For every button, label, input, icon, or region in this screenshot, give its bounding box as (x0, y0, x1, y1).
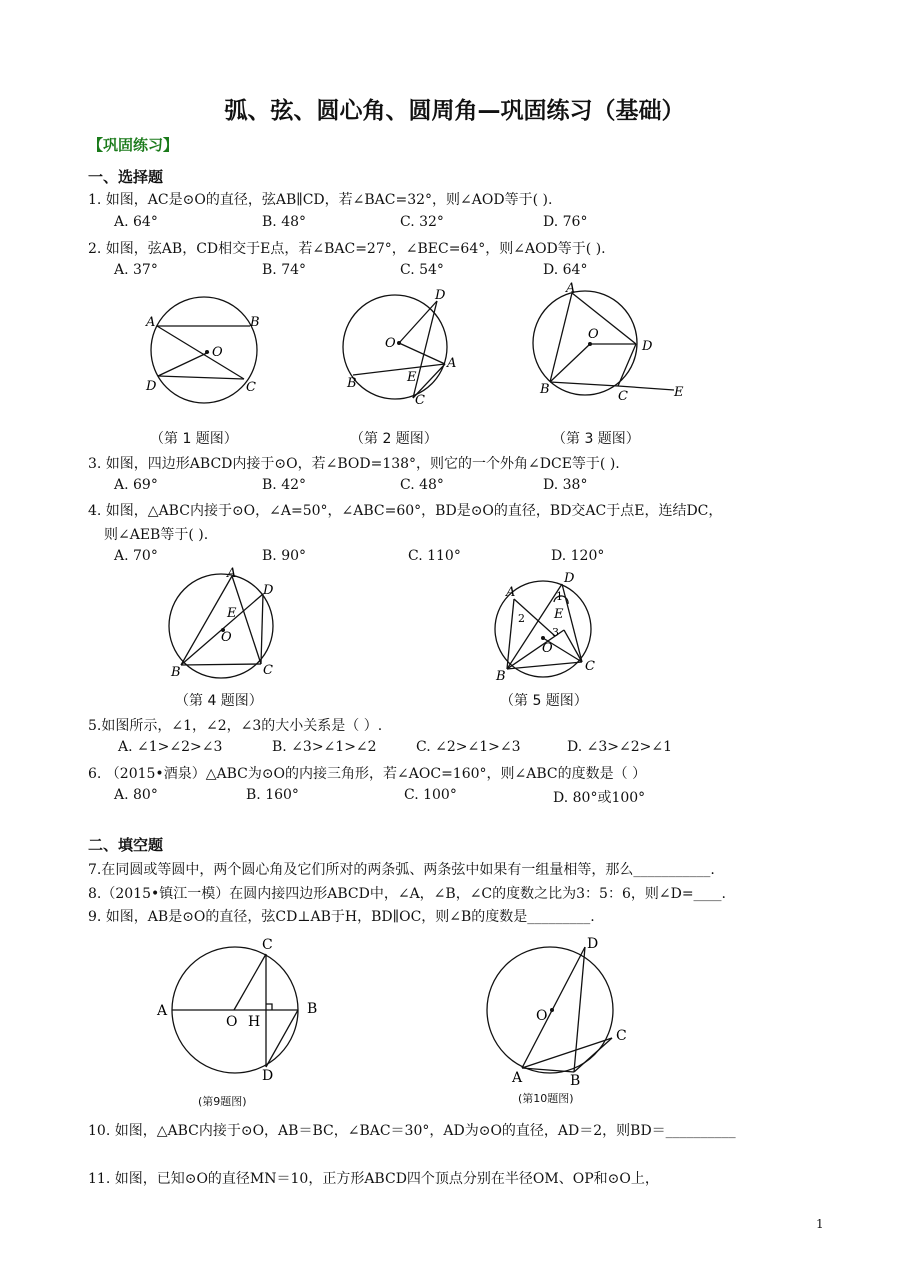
fig5-label-o: O (542, 641, 553, 656)
q3-option-d: D. 38° (543, 477, 588, 493)
fig5-label-b: B (496, 669, 506, 684)
fig2-caption: （第 2 题图） (350, 431, 438, 447)
fig2-label-d: D (435, 288, 446, 303)
fig9-label-c: C (262, 937, 273, 953)
q4-option-a: A. 70° (114, 548, 158, 564)
question-7: 7.在同圆或等圆中，两个圆心角及它们所对的两条弧、两条弦中如果有一组量相等，那么___________. (88, 862, 715, 878)
fig2-label-o: O (385, 336, 396, 351)
q3-option-c: C. 48° (400, 477, 444, 493)
q2-option-a: A. 37° (114, 262, 158, 278)
question-8: 8.（2015•镇江一模）在圆内接四边形ABCD中，∠A，∠B，∠C的度数之比为3：5：6，则∠D=____. (88, 886, 726, 902)
fig1-label-a: A (146, 315, 156, 330)
q5-option-d: D. ∠3>∠2>∠1 (567, 739, 672, 755)
part2-heading: 二、填空题 (88, 836, 164, 854)
fig4-label-o: O (221, 630, 232, 645)
fig3-label-b: B (540, 382, 550, 397)
fig1-label-d: D (146, 379, 157, 394)
fig3-label-d: D (642, 339, 653, 354)
fig5-caption: （第 5 题图） (500, 693, 588, 709)
fig5-label-c: C (585, 659, 595, 674)
fig10-caption: (第10题图) (518, 1092, 574, 1105)
fig9-label-h: H (248, 1014, 261, 1030)
question-9: 9. 如图，AB是⊙O的直径，弦CD⊥AB于H，BD∥OC，则∠B的度数是_________. (88, 909, 595, 925)
fig9-caption: (第9题图) (198, 1095, 247, 1108)
question-11: 11. 如图，已知⊙O的直径MN＝10，正方形ABCD四个顶点分别在半径OM、OP和⊙O上， (88, 1171, 659, 1187)
fig2-label-e: E (407, 370, 417, 385)
q5-option-c: C. ∠2>∠1>∠3 (416, 739, 521, 755)
q4-option-b: B. 90° (262, 548, 307, 564)
fig4-label-d: D (263, 583, 274, 598)
fig4-label-a: A (227, 566, 237, 581)
fig5-label-3: 3 (552, 626, 559, 639)
q6-option-b: B. 160° (246, 787, 299, 803)
question-4: 4. 如图，△ABC内接于⊙O，∠A=50°，∠ABC=60°，BD是⊙O的直径，BD交AC于点E，连结DC， (88, 503, 723, 519)
fig3-label-a: A (566, 281, 576, 296)
fig10-label-b: B (570, 1073, 581, 1089)
q4-option-d: D. 120° (551, 548, 605, 564)
fig9-label-b: B (307, 1001, 318, 1017)
question-10: 10. 如图，△ABC内接于⊙O，AB＝BC，∠BAC＝30°，AD为⊙O的直径，AD＝2，则BD＝__________ (88, 1123, 736, 1139)
fig4-label-c: C (263, 663, 273, 678)
figure-10 (480, 930, 640, 1090)
q6-option-d: D. 80°或100° (553, 790, 646, 806)
q3-option-a: A. 69° (114, 477, 158, 493)
fig1-label-b: B (250, 315, 260, 330)
q6-option-a: A. 80° (114, 787, 158, 803)
fig3-caption: （第 3 题图） (552, 431, 640, 447)
fig3-label-c: C (618, 389, 628, 404)
fig10-label-o: O (536, 1008, 548, 1024)
q6-option-c: C. 100° (404, 787, 457, 803)
q2-option-b: B. 74° (262, 262, 307, 278)
q2-option-c: C. 54° (400, 262, 444, 278)
figure-3 (530, 280, 690, 405)
figure-2 (335, 285, 470, 410)
q1-option-a: A. 64° (114, 214, 158, 230)
q5-option-a: A. ∠1>∠2>∠3 (118, 739, 223, 755)
question-5: 5.如图所示，∠1，∠2，∠3的大小关系是（ ）. (88, 718, 383, 734)
question-1: 1. 如图，AC是⊙O的直径，弦AB∥CD，若∠BAC=32°，则∠AOD等于( ). (88, 192, 553, 208)
figure-4 (163, 566, 288, 684)
q1-option-b: B. 48° (262, 214, 307, 230)
q1-option-d: D. 76° (543, 214, 588, 230)
question-6: 6. （2015•酒泉）△ABC为⊙O的内接三角形，若∠AOC=160°，则∠ABC的度数是（ ） (88, 766, 647, 782)
fig4-caption: （第 4 题图） (175, 693, 263, 709)
q2-option-d: D. 64° (543, 262, 588, 278)
figure-9 (150, 934, 325, 1084)
fig2-label-c: C (415, 393, 425, 408)
q4-option-c: C. 110° (408, 548, 461, 564)
fig10-label-a: A (512, 1070, 523, 1086)
q1-option-c: C. 32° (400, 214, 444, 230)
fig5-label-1: 1 (556, 590, 563, 603)
q5-option-b: B. ∠3>∠1>∠2 (272, 739, 377, 755)
question-2: 2. 如图，弦AB，CD相交于E点，若∠BAC=27°，∠BEC=64°，则∠AOD等于( ). (88, 241, 606, 257)
question-4-line2: 则∠AEB等于( ). (104, 527, 209, 543)
fig4-label-b: B (171, 665, 181, 680)
fig1-label-c: C (246, 380, 256, 395)
fig1-label-o: O (212, 345, 223, 360)
fig5-label-2: 2 (518, 612, 525, 625)
fig9-label-a: A (157, 1003, 168, 1019)
question-3: 3. 如图，四边形ABCD内接于⊙O，若∠BOD=138°，则它的一个外角∠DCE等于( ). (88, 456, 620, 472)
section-tag: 【巩固练习】 (88, 136, 179, 154)
fig3-label-e: E (674, 385, 684, 400)
fig5-label-a: A (506, 585, 516, 600)
part1-heading: 一、选择题 (88, 168, 164, 186)
fig4-label-e: E (227, 606, 237, 621)
fig5-label-e: E (554, 607, 564, 622)
fig1-caption: （第 1 题图） (150, 431, 238, 447)
fig9-label-d: D (262, 1068, 274, 1084)
page-number: 1 (816, 1217, 824, 1231)
fig10-label-c: C (616, 1028, 627, 1044)
figure-5 (490, 566, 605, 684)
fig3-label-o: O (588, 327, 599, 342)
fig2-label-b: B (347, 376, 357, 391)
fig5-label-d: D (564, 571, 575, 586)
fig9-label-o: O (226, 1014, 238, 1030)
q3-option-b: B. 42° (262, 477, 307, 493)
fig10-label-d: D (587, 936, 599, 952)
page-title: 弧、弦、圆心角、圆周角—巩固练习（基础） (224, 98, 685, 124)
fig2-label-a: A (447, 356, 457, 371)
figure-1 (140, 290, 280, 415)
